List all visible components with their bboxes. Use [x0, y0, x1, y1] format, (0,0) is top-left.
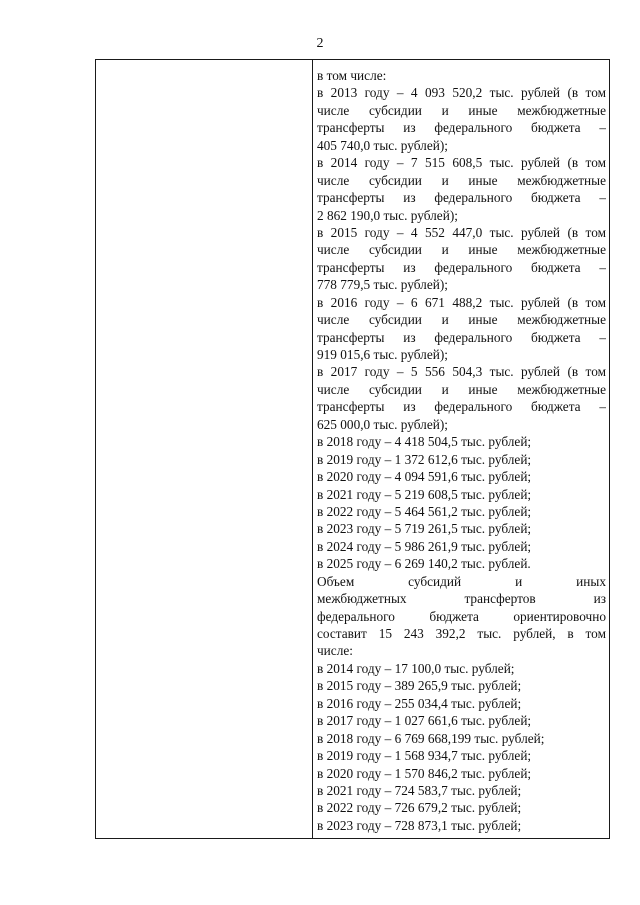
text-line: 625 000,0 тыс. рублей); — [317, 416, 448, 432]
text-line: трансферты из федерального бюджета – — [317, 259, 606, 275]
text-line: в 2023 году – 5 719 261,5 тыс. рублей; — [317, 521, 532, 537]
document-table — [95, 59, 610, 839]
text-line: трансферты из федерального бюджета – — [317, 329, 606, 345]
text-line: числе субсидии и иные межбюджетные — [317, 172, 606, 188]
page-number: 2 — [316, 36, 324, 51]
text-line: в 2020 году – 4 094 591,6 тыс. рублей; — [317, 469, 532, 485]
text-line: в 2025 году – 6 269 140,2 тыс. рублей. — [317, 556, 531, 572]
text-line: федерального бюджета ориентировочно — [317, 608, 606, 624]
text-line: 778 779,5 тыс. рублей); — [317, 277, 448, 293]
text-line: в 2015 году – 4 552 447,0 тыс. рублей (в том — [317, 224, 606, 240]
text-line: в 2022 году – 5 464 561,2 тыс. рублей; — [317, 503, 532, 519]
text-line: Объем субсидий и иных — [317, 573, 606, 589]
text-line: в 2013 году – 4 093 520,2 тыс. рублей (в том — [317, 85, 606, 101]
text-line: в 2021 году – 724 583,7 тыс. рублей; — [317, 782, 522, 798]
text-line: числе субсидии и иные межбюджетные — [317, 242, 606, 258]
text-line: составит 15 243 392,2 тыс. рублей, в том — [317, 626, 606, 641]
table-right-cell — [317, 67, 606, 834]
text-line: 2 862 190,0 тыс. рублей); — [317, 207, 458, 223]
text-line: в 2016 году – 255 034,4 тыс. рублей; — [317, 695, 522, 711]
text-line: в 2020 году – 1 570 846,2 тыс. рублей; — [317, 765, 532, 781]
text-line: 919 015,6 тыс. рублей); — [317, 347, 448, 362]
text-line: в 2022 году – 726 679,2 тыс. рублей; — [317, 800, 522, 816]
text-line: в 2017 году – 5 556 504,3 тыс. рублей (в том — [317, 364, 606, 380]
text-line: в 2019 году – 1 372 612,6 тыс. рублей; — [317, 451, 532, 467]
text-line: числе субсидии и иные межбюджетные — [317, 381, 606, 397]
text-line: в 2019 году – 1 568 934,7 тыс. рублей; — [317, 748, 532, 764]
text-line: в 2024 году – 5 986 261,9 тыс. рублей; — [317, 538, 532, 554]
text-line: в 2023 году – 728 873,1 тыс. рублей; — [317, 817, 522, 833]
text-line: трансферты из федерального бюджета – — [317, 190, 606, 206]
text-line: в 2015 году – 389 265,9 тыс. рублей; — [317, 678, 522, 694]
text-line: трансферты из федерального бюджета – — [317, 399, 606, 415]
text-line: в 2017 году – 1 027 661,6 тыс. рублей; — [317, 713, 532, 729]
text-line: в 2018 году – 6 769 668,199 тыс. рублей; — [317, 730, 545, 746]
text-line: в 2016 году – 6 671 488,2 тыс. рублей (в том — [317, 294, 606, 310]
text-line: в 2014 году – 17 100,0 тыс. рублей; — [317, 660, 515, 676]
text-line: в 2014 году – 7 515 608,5 тыс. рублей (в том — [317, 155, 606, 171]
text-line: в 2021 году – 5 219 608,5 тыс. рублей; — [317, 486, 532, 502]
text-line: числе субсидии и иные межбюджетные — [317, 102, 606, 118]
text-line: межбюджетных трансфертов из — [317, 591, 606, 607]
text-line: числе субсидии и иные межбюджетные — [317, 312, 606, 328]
text-line: в 2018 году – 4 418 504,5 тыс. рублей; — [317, 434, 532, 450]
text-line: 405 740,0 тыс. рублей); — [317, 137, 448, 153]
column-divider — [312, 60, 313, 838]
text-line: трансферты из федерального бюджета – — [317, 120, 606, 136]
text-line: в том числе: — [317, 68, 387, 83]
text-line: числе: — [317, 643, 353, 659]
